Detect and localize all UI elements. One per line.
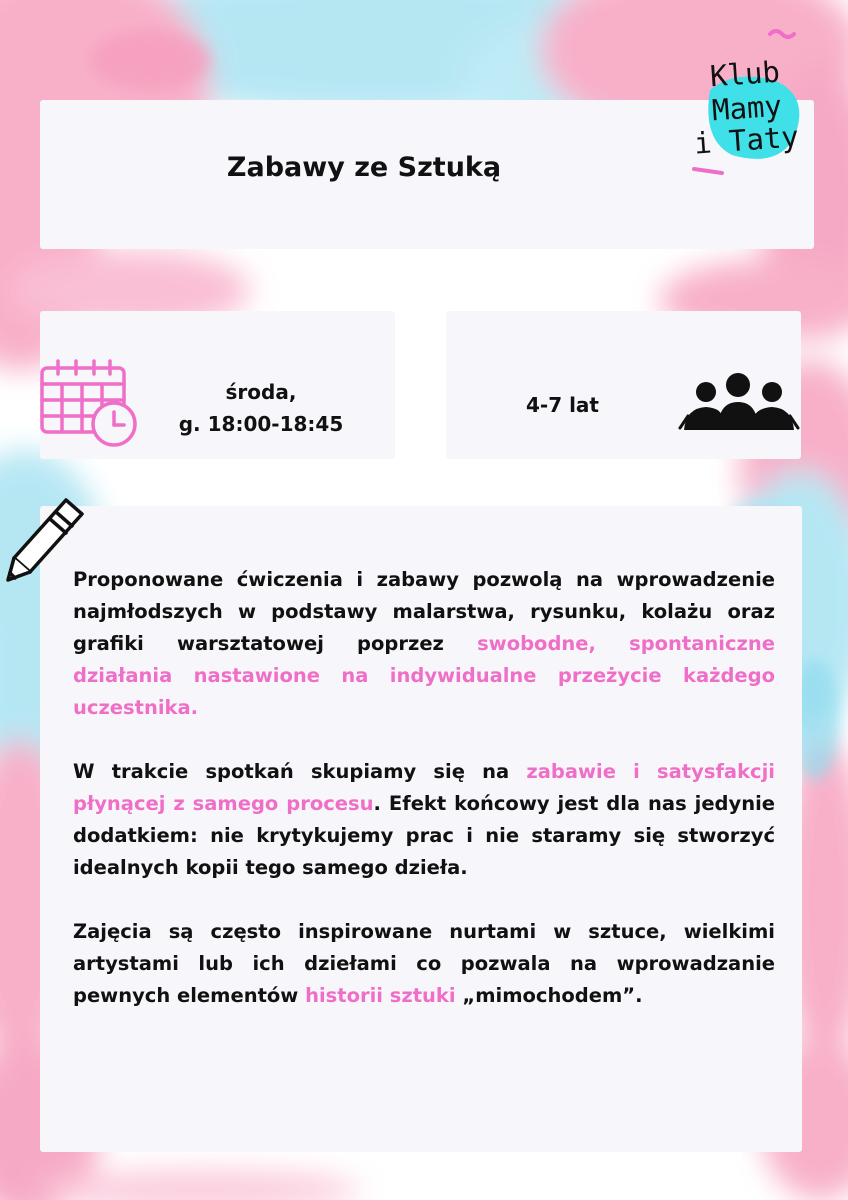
age-range: 4-7 lat [525,393,599,417]
crayon-icon [4,494,88,586]
schedule-day: środa, [225,380,297,404]
paragraph-3 [73,916,775,1012]
paragraph-1 [73,564,775,724]
paragraph-2 [73,756,775,884]
people-group-icon [678,372,800,432]
logo-line-2: Mamy [710,88,783,128]
logo-line-1: Klub [708,54,781,94]
paragraph-1-text: Proponowane ćwiczenia i zabawy pozwolą na wprowadzenie najmłodszych w podstawy malarstwa, rysunku, kolażu oraz grafiki warsztatowej poprzez [73,568,775,655]
klub-mamy-i-taty-logo [682,20,810,184]
logo-line-3: i Taty [692,119,800,161]
paragraph-3-highlight: historii sztuki [305,984,456,1007]
paragraph-2-text-b: . Efekt końcowy jest dla nas jedynie dodatkiem: nie krytykujemy prac i nie staramy się stworzyć idealnych kopii tego samego dzieła. [73,792,776,879]
schedule-info [128,376,394,440]
paragraph-3-text-a: Zajęcia są często inspirowane nurtami w sztuce, wielkimi artystami lub ich dziełami co pozwala na wprowadzanie pewnych elementów [73,920,775,1007]
paragraph-3-text-b: „mimochodem”. [455,984,643,1007]
paragraph-2-text-a: W trakcie spotkań skupiamy się na [73,760,527,783]
paragraph-2-highlight: zabawie i satysfakcji płynącej z samego procesu [73,760,775,815]
calendar-clock-icon [38,358,138,450]
paragraph-1-highlight: swobodne, spontaniczne działania nastawione na indywidualne przeżycie każdego uczestnika. [73,632,776,719]
schedule-time: g. 18:00-18:45 [178,412,344,436]
page-title: Zabawy ze Sztuką [226,152,502,183]
